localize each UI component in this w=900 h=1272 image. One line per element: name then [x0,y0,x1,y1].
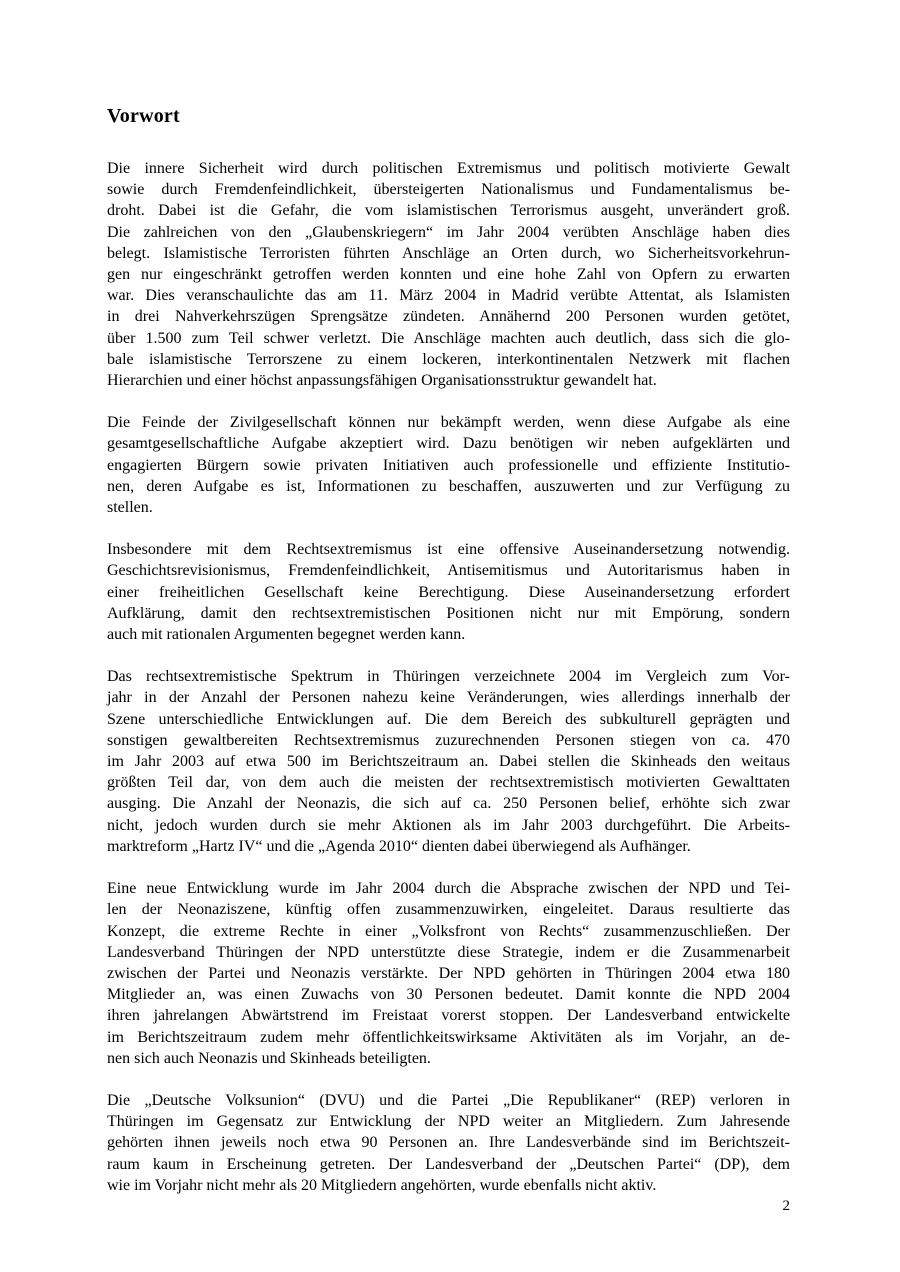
text-line: Die zahlreichen von den „Glaubenskriegern“ im Jahr 2004 verübten Anschläge haben dies [107,223,790,241]
text-line: Konzept, die extreme Rechte in einer „Volksfront von Rechts“ zusammenzuschließen. Der [107,922,790,940]
text-line: über 1.500 zum Teil schwer verletzt. Die Anschläge machten auch deutlich, dass sich die glo- [107,329,790,347]
text-line: Aufklärung, damit den rechtsextremistischen Positionen nicht nur mit Empörung, sondern [107,604,790,622]
text-line: ihren jahrelangen Abwärtstrend im Freistaat vorerst stoppen. Der Landesverband entwickelte [107,1007,790,1025]
text-line: wie im Vorjahr nicht mehr als 20 Mitgliedern angehörten, wurde ebenfalls nicht aktiv. [107,1176,657,1194]
text-line: Szene unterschiedliche Entwicklungen auf. Die dem Bereich des subkulturell geprägten und [107,710,790,728]
text-line: größten Teil dar, von dem auch die meisten der rechtsextremistisch motivierten Gewalttaten [107,774,790,792]
paragraph [107,666,790,857]
text-line: Insbesondere mit dem Rechtsextremismus ist eine offensive Auseinandersetzung notwendig. [107,541,790,559]
paragraph [107,158,790,391]
text-line: Die „Deutsche Volksunion“ (DVU) und die Partei „Die Republikaner“ (REP) verloren in [107,1091,790,1109]
text-line: nen sich auch Neonazis und Skinheads beteiligten. [107,1049,431,1067]
text-line: Thüringen im Gegensatz zur Entwicklung der NPD weiter an Mitgliedern. Zum Jahresende [107,1113,790,1131]
text-line: nicht, jedoch wurden durch sie mehr Aktionen als im Jahr 2003 durchgeführt. Die Arbeits- [107,816,790,834]
text-line: nen, deren Aufgabe es ist, Informationen zu beschaffen, auszuwerten und zur Verfügung zu [107,477,790,495]
text-line: Landesverband Thüringen der NPD unterstützte diese Strategie, indem er die Zusammenarbeit [107,943,790,961]
text-line: gehörten ihnen jeweils noch etwa 90 Personen an. Ihre Landesverbände sind im Berichtszeit- [107,1134,790,1152]
text-line: Eine neue Entwicklung wurde im Jahr 2004 durch die Absprache zwischen der NPD und Tei- [107,880,790,898]
text-line: raum kaum in Erscheinung getreten. Der Landesverband der „Deutschen Partei“ (DP), dem [107,1155,790,1173]
text-line: gesamtgesellschaftliche Aufgabe akzeptiert wird. Dazu benötigen wir neben aufgeklärten und [107,435,790,453]
text-line: ausging. Die Anzahl der Neonazis, die sich auf ca. 250 Personen belief, erhöhte sich zwar [107,795,790,813]
text-line: sowie durch Fremdenfeindlichkeit, übersteigerten Nationalismus und Fundamentalismus be- [107,181,790,199]
text-line: marktreform „Hartz IV“ und die „Agenda 2010“ dienten dabei überwiegend als Aufhänger. [107,837,691,855]
paragraphs [107,158,790,1196]
paragraph [107,1090,790,1196]
paragraph [107,878,790,1069]
text-line: bale islamistische Terrorszene zu einem lockeren, interkontinentalen Netzwerk mit flachen [107,350,790,368]
paragraph [107,412,790,518]
text-line: Die innere Sicherheit wird durch politischen Extremismus und politisch motivierte Gewalt [107,160,790,177]
paragraph [107,539,790,645]
text-line: auch mit rationalen Argumenten begegnet werden kann. [107,626,466,644]
text-line: war. Dies veranschaulichte das am 11. März 2004 in Madrid verübte Attentat, als Islamisten [107,287,790,305]
text-line: in drei Nahverkehrszügen Sprengsätze zündeten. Annähernd 200 Personen wurden getötet, [107,308,790,326]
text-line: sonstigen gewaltbereiten Rechtsextremismus zuzurechnenden Personen stiegen von ca. 470 [107,731,790,749]
text-line: stellen. [107,499,153,517]
text-line: droht. Dabei ist die Gefahr, die vom islamistischen Terrorismus ausgeht, unverändert groß. [107,202,790,220]
text-line: Das rechtsextremistische Spektrum in Thüringen verzeichnete 2004 im Vergleich zum Vor- [107,668,790,686]
text-line: zwischen der Partei und Neonazis verstärkte. Der NPD gehörten in Thüringen 2004 etwa 180 [107,964,790,982]
text-line: jahr in der Anzahl der Personen nahezu keine Veränderungen, wies allerdings innerhalb der [107,689,790,707]
page-number: 2 [782,1198,790,1214]
text-line: im Jahr 2003 auf etwa 500 im Berichtszeitraum an. Dabei stellen die Skinheads den weitaus [107,753,790,771]
text-line: Die Feinde der Zivilgesellschaft können nur bekämpft werden, wenn diese Aufgabe als eine [107,414,790,432]
text-line: len der Neonaziszene, künftig offen zusammenzuwirken, eingeleitet. Daraus resultierte das [107,901,790,919]
text-line: Hierarchien und einer höchst anpassungsfähigen Organisationsstruktur gewandelt hat. [107,372,657,390]
text-line: einer freiheitlichen Gesellschaft keine Berechtigung. Diese Auseinandersetzung erfordert [107,583,790,601]
document-content [107,104,790,1196]
text-line: belegt. Islamistische Terroristen führten Anschläge an Orten durch, wo Sicherheitsvorkehrun- [107,244,790,262]
text-line: Mitglieder an, was einen Zuwachs von 30 Personen bedeutet. Damit konnte die NPD 2004 [107,986,790,1004]
text-line: gen nur eingeschränkt getroffen werden konnten und eine hohe Zahl von Opfern zu erwarten [107,266,790,284]
page-title: Vorwort [107,105,180,127]
text-line: engagierten Bürgern sowie privaten Initiativen auch professionelle und effiziente Institutio- [107,456,790,474]
text-line: Geschichtsrevisionismus, Fremdenfeindlichkeit, Antisemitismus und Autoritarismus haben in [107,562,790,580]
text-line: im Berichtszeitraum zudem mehr öffentlichkeitswirksame Aktivitäten als im Vorjahr, an de- [107,1028,790,1046]
